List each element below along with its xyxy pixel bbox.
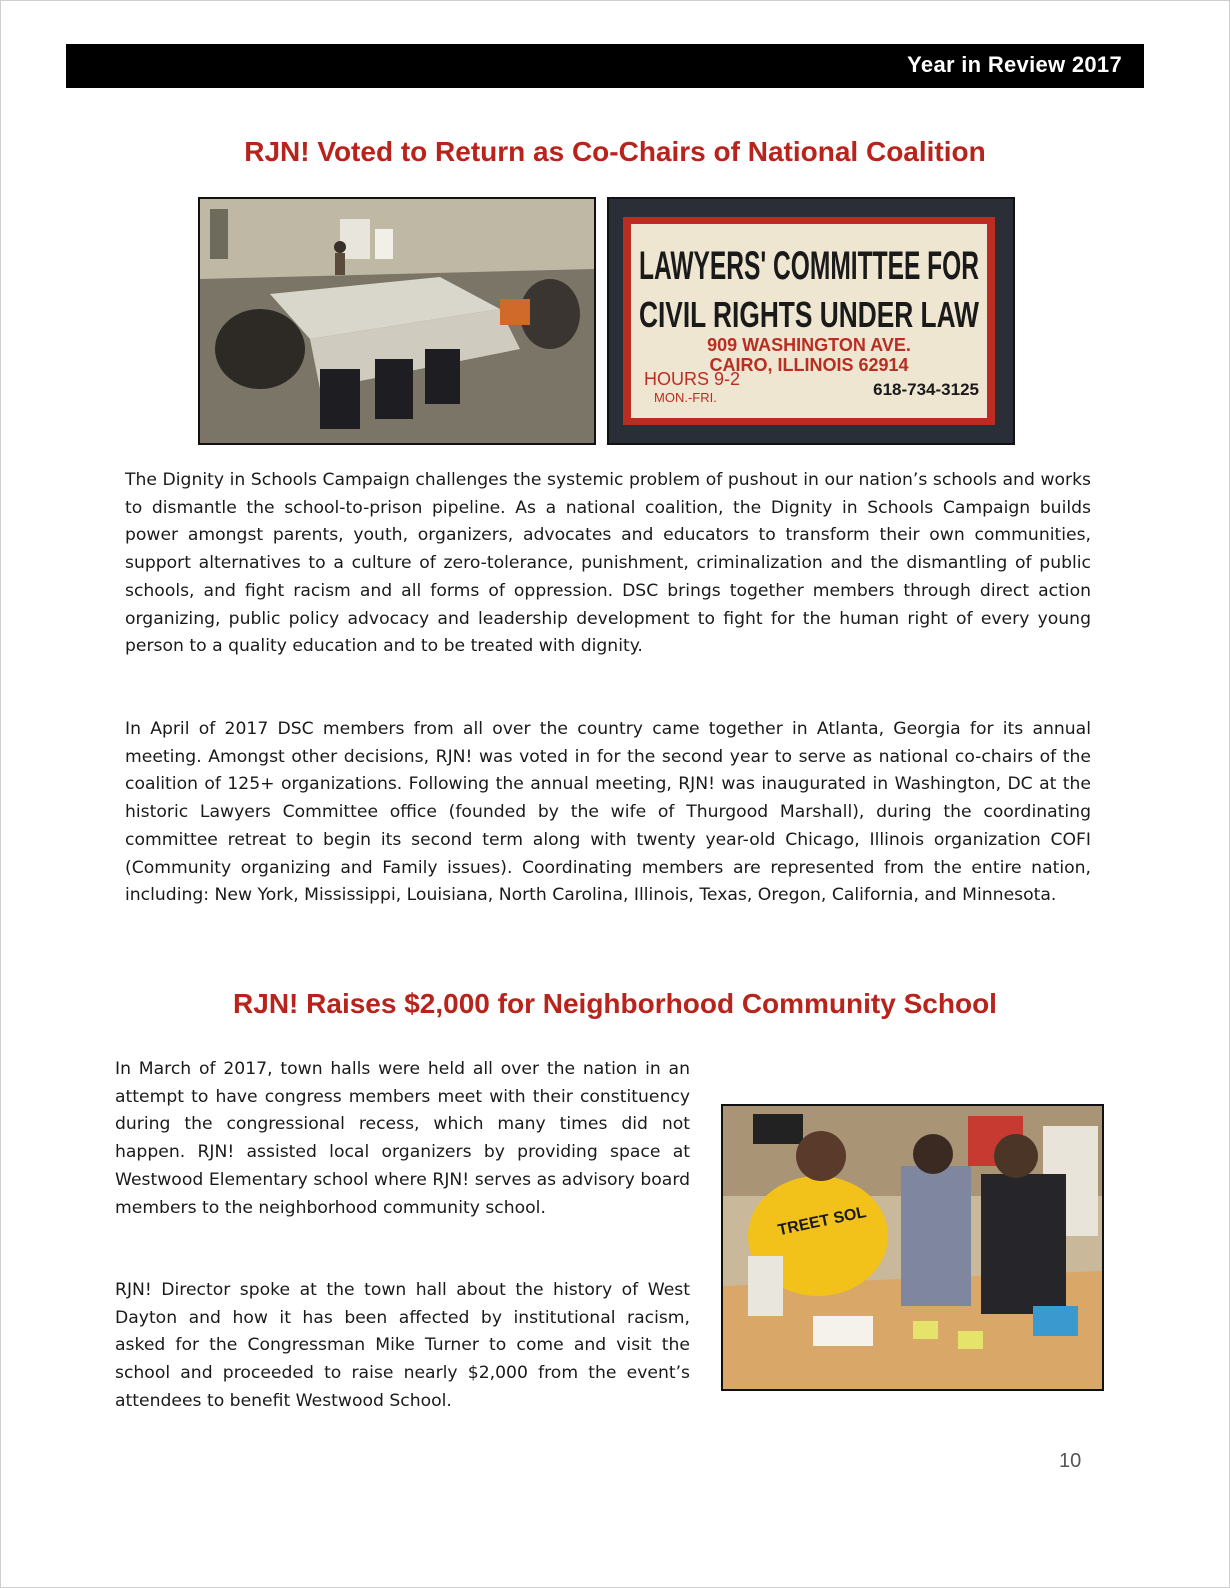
sign-phone: 618-734-3125 [873,380,979,399]
fundraiser-photo [721,1104,1104,1391]
section1-heading: RJN! Voted to Return as Co-Chairs of National Coalition [244,136,986,167]
sign-line4: CAIRO, ILLINOIS 62914 [709,355,909,375]
sign-line2: CIVIL RIGHTS UNDER LAW [639,294,980,335]
sign-hours: HOURS 9-2 [644,369,741,389]
sign-days: MON.-FRI. [654,390,717,405]
section1-paragraph2: In April of 2017 DSC members from all over the country came together in Atlanta, Georgia for its annual meeting. Amongst other decisions, RJN! was voted in for the second year to serve as national co-chairs of the coalition of 125+ organizations. Following the annual meeting, RJN! was inaugurated in Washington, DC at the historic Lawyers Committee office (founded by the wife of Thurgood Marshall), during the coordinating committee retreat to begin its second term along with twenty year-old Chicago, Illinois organization COFI (Community organizing and Family issues). Coordinating members are represented from the entire nation, including: New York, Mississippi, Louisiana, North Carolina, Illinois, Texas, Oregon, California, and Minnesota. [125,719,1091,906]
sign-line3: 909 WASHINGTON AVE. [707,335,911,355]
lawyers-committee-sign-photo [607,197,1015,445]
meeting-room-illustration [200,199,594,443]
header-bar [66,44,1144,88]
section2-paragraph1: In March of 2017, town halls were held all over the nation in an attempt to have congress members meet with their constituency during the congressional recess, which many times did not happen. RJN! assisted local organizers by providing space at Westwood Elementary school where RJN! serves as advisory board members to the neighborhood community school. [115,1059,690,1218]
section1-paragraph1: The Dignity in Schools Campaign challenges the systemic problem of pushout in our nation’s schools and works to dismantle the school-to-prison pipeline. As a national coalition, the Dignity in Schools Campaign builds power amongst parents, youth, organizers, advocates and educators to transform their own communities, support alternatives to a culture of zero-tolerance, punishment, criminalization and the dismantling of public schools, and fight racism and all forms of oppression. DSC brings together members through direct action organizing, public policy advocacy and leadership development to fight for the human right of every young person to a quality education and to be treated with dignity. [125,470,1091,657]
shirt-text: TREET SOL [776,1203,868,1240]
fundraiser-illustration [723,1106,1102,1389]
sign-illustration [609,199,1013,443]
section2-heading: RJN! Raises $2,000 for Neighborhood Community School [233,988,997,1019]
sign-line1: LAWYERS' COMMITTEE FOR [639,244,980,288]
section2-paragraph2: RJN! Director spoke at the town hall about the history of West Dayton and how it has been affected by institutional racism, asked for the Congressman Mike Turner to come and visit the school and proceeded to raise nearly $2,000 from the event’s attendees to benefit Westwood School. [115,1280,690,1411]
header-title: Year in Review 2017 [907,52,1122,77]
meeting-room-photo [198,197,596,445]
page-number: 10 [1059,1450,1082,1472]
